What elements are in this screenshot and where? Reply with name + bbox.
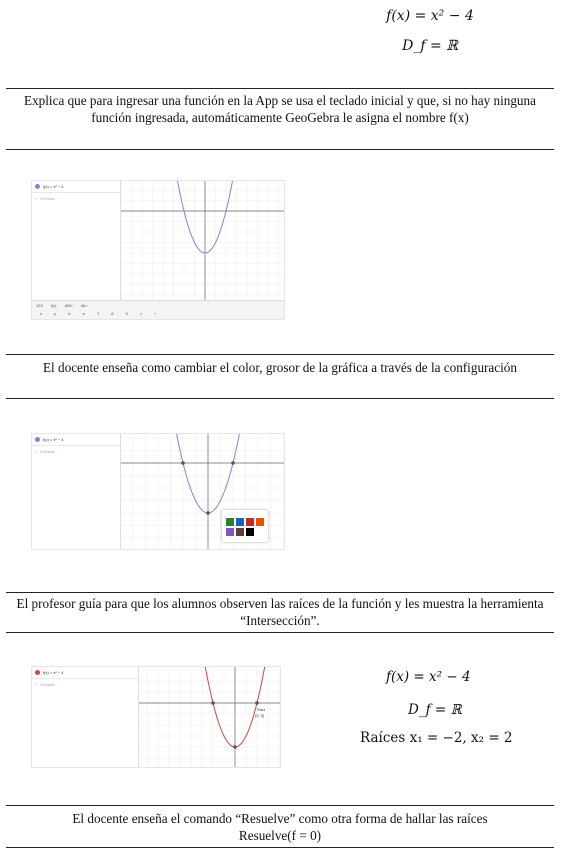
roots-function: f(x) = x² − 4 bbox=[386, 669, 471, 685]
geogebra-screenshot-3 bbox=[31, 666, 281, 768]
divider bbox=[6, 88, 554, 89]
graphics-view[interactable] bbox=[139, 667, 280, 767]
input-bar[interactable] bbox=[32, 446, 120, 456]
keyboard-key[interactable]: ÷ bbox=[154, 311, 157, 316]
divider bbox=[6, 592, 554, 593]
roots-domain: D_f = ℝ bbox=[408, 702, 462, 718]
divider bbox=[6, 354, 554, 355]
color-swatch[interactable] bbox=[236, 518, 244, 526]
color-swatch[interactable] bbox=[246, 528, 254, 536]
algebra-view bbox=[32, 667, 139, 767]
root-point bbox=[231, 461, 235, 465]
visibility-dot-icon[interactable] bbox=[35, 184, 40, 189]
keyboard-key[interactable]: e bbox=[82, 311, 85, 316]
divider bbox=[6, 805, 554, 806]
divider bbox=[6, 149, 554, 150]
color-swatch[interactable] bbox=[226, 518, 234, 526]
entry-text: f(x) = x² − 4 bbox=[43, 670, 64, 675]
root-point bbox=[255, 701, 259, 705]
algebra-view bbox=[32, 181, 121, 319]
caption-keyboard: Explica que para ingresar una función en la App se usa el teclado inicial y que, si no hay ninguna función ingresada, automáticamente GeoGebra le asigna el nombre f(x) bbox=[24, 93, 536, 125]
divider bbox=[6, 398, 554, 399]
plus-icon: + bbox=[35, 448, 38, 454]
keyboard-key[interactable]: 9 bbox=[125, 311, 128, 316]
keyboard-tab[interactable]: #&¬ bbox=[80, 303, 88, 308]
function-curve bbox=[121, 181, 284, 253]
divider bbox=[6, 632, 554, 633]
keyboard-key[interactable]: 8 bbox=[111, 311, 114, 316]
visibility-dot-icon[interactable] bbox=[35, 670, 40, 675]
function-formula: f(x) = x² − 4 bbox=[386, 8, 474, 24]
solve-command: Resuelve(f = 0) bbox=[238, 828, 322, 843]
keyboard-key[interactable]: × bbox=[139, 311, 143, 316]
input-placeholder: Entrada... bbox=[40, 448, 58, 454]
root-coords: (2, 0) bbox=[255, 713, 265, 718]
algebra-view bbox=[32, 434, 121, 549]
input-bar[interactable] bbox=[32, 679, 138, 689]
entry-text: f(x) = x² − 4 bbox=[43, 184, 64, 189]
style-bar-popup[interactable] bbox=[222, 510, 268, 542]
roots-values: Raíces x₁ = −2, x₂ = 2 bbox=[360, 730, 513, 746]
graphics-view[interactable] bbox=[121, 181, 284, 301]
input-placeholder: Entrada... bbox=[40, 195, 58, 201]
keyboard-tab[interactable]: f(x) bbox=[50, 303, 57, 308]
input-bar[interactable] bbox=[32, 193, 120, 203]
caption-roots: El profesor guía para que los alumnos observen las raíces de la función y les muestra la herramienta “Intersección”. bbox=[16, 596, 544, 628]
keyboard-tab[interactable]: 123 bbox=[36, 303, 43, 308]
keyboard-key[interactable]: π bbox=[68, 311, 71, 316]
plus-icon: + bbox=[35, 195, 38, 201]
caption-solve: El docente enseña el comando “Resuelve” como otra forma de hallar las raíces bbox=[72, 811, 488, 826]
color-swatch[interactable] bbox=[246, 518, 254, 526]
keyboard-key[interactable]: x bbox=[40, 311, 42, 316]
algebra-entry[interactable] bbox=[32, 181, 120, 193]
root-label: Raíz bbox=[257, 707, 266, 712]
keyboard-key[interactable]: 7 bbox=[97, 311, 100, 316]
keyboard-tab[interactable]: ABC bbox=[64, 303, 73, 308]
algebra-entry[interactable] bbox=[32, 667, 138, 679]
color-swatch[interactable] bbox=[236, 528, 244, 536]
entry-text: f(x) = x² − 4 bbox=[43, 437, 64, 442]
caption-color: El docente enseña como cambiar el color, grosor de la gráfica a través de la configuración bbox=[42, 360, 517, 375]
input-placeholder: Entrada... bbox=[40, 681, 58, 687]
keyboard-key[interactable]: y bbox=[54, 311, 56, 316]
vertex-point bbox=[206, 511, 210, 515]
color-swatch[interactable] bbox=[226, 528, 234, 536]
divider bbox=[6, 847, 554, 848]
virtual-keyboard[interactable] bbox=[32, 300, 284, 319]
algebra-entry[interactable] bbox=[32, 434, 120, 446]
plus-icon: + bbox=[35, 681, 38, 687]
visibility-dot-icon[interactable] bbox=[35, 437, 40, 442]
domain-formula: D_f = ℝ bbox=[402, 38, 458, 54]
root-point bbox=[181, 461, 185, 465]
geogebra-screenshot-1 bbox=[31, 180, 285, 320]
color-swatch[interactable] bbox=[256, 518, 264, 526]
root-point bbox=[211, 701, 215, 705]
vertex-point bbox=[233, 745, 237, 749]
geogebra-screenshot-2 bbox=[31, 433, 285, 550]
